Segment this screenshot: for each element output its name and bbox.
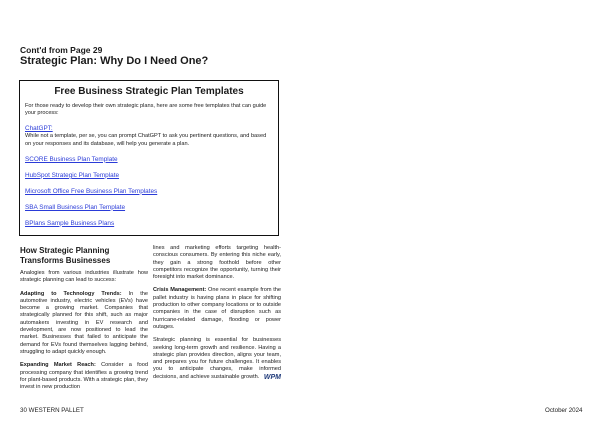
conclusion-body: Strategic planning is essential for businesses seeking long-term growth and resilience. Having a strategic plan provides direction, aligns your team, and prepares you for future challenges. It enables you to anticipate changes, make informed decisions, and achieve sustainable growth. — [153, 337, 281, 380]
article-title: Strategic Plan: Why Do I Need One? — [20, 55, 209, 67]
hubspot-template-link[interactable]: HubSpot Strategic Plan Template — [25, 171, 120, 179]
market-reach-body: Consider a food processing company that identifies a growing trend for plant-based products. With a strategic plan, they invest in new production — [20, 362, 148, 391]
templates-box — [19, 80, 279, 236]
templates-box-title: Free Business Strategic Plan Templates — [54, 86, 244, 97]
continued-from-label: Cont'd from Page 29 — [20, 45, 103, 55]
microsoft-template-link[interactable]: Microsoft Office Free Business Plan Templates — [25, 187, 158, 195]
technology-body: In the automotive industry, electric vehicles (EVs) have become a growing market. Companies that strategically planned for this shift, such as major automakers investing in EV research and development, are now positioned to lead the market. Businesses that failed to anticipate the demand for EVs found themselves lagging behind, struggling to adapt quickly enough. — [20, 290, 148, 355]
crisis-lead: Crisis Management: — [153, 287, 207, 294]
body-column-right — [153, 245, 281, 387]
wpm-signoff: WPM — [263, 373, 281, 381]
footer-page-label: 30 WESTERN PALLET — [20, 407, 84, 414]
bplans-samples-link[interactable]: BPlans Sample Business Plans — [25, 219, 115, 227]
chatgpt-link[interactable]: ChatGPT: — [25, 125, 53, 133]
intro-paragraph: Analogies from various industries illustrate how strategic planning can lead to success: — [20, 270, 148, 284]
market-reach-paragraph — [20, 362, 148, 391]
crisis-paragraph — [153, 287, 281, 331]
chatgpt-description: While not a template, per se, you can prompt ChatGPT to ask you pertinent questions, and based on your responses and its database, will help you generate a plan. — [25, 133, 267, 147]
technology-paragraph — [20, 291, 148, 357]
score-template-link[interactable]: SCORE Business Plan Template — [25, 155, 118, 163]
technology-lead: Adapting to Technology Trends: — [20, 290, 122, 297]
body-column-left — [20, 270, 148, 397]
sba-template-link[interactable]: SBA Small Business Plan Template — [25, 203, 126, 211]
footer-date: October 2024 — [545, 407, 583, 414]
crisis-body: One recent example from the pallet industry is having plans in place for shifting production to other company locations or to outside companies in the case of disruption such as hurricane-related damage, flooding or power outages. — [153, 287, 281, 330]
market-reach-continued: lines and marketing efforts targeting health-conscious consumers. By entering this niche early, they gain a strong foothold before other competitors recognize the opportunity, turning their foresight into market dominance. — [153, 245, 281, 281]
section-heading: How Strategic Planning Transforms Businesses — [20, 246, 111, 265]
conclusion-paragraph — [153, 337, 281, 381]
templates-box-intro: For those ready to develop their own strategic plans, here are some free templates that can guide your process: — [25, 103, 267, 117]
market-reach-lead: Expanding Market Reach: — [20, 362, 96, 369]
